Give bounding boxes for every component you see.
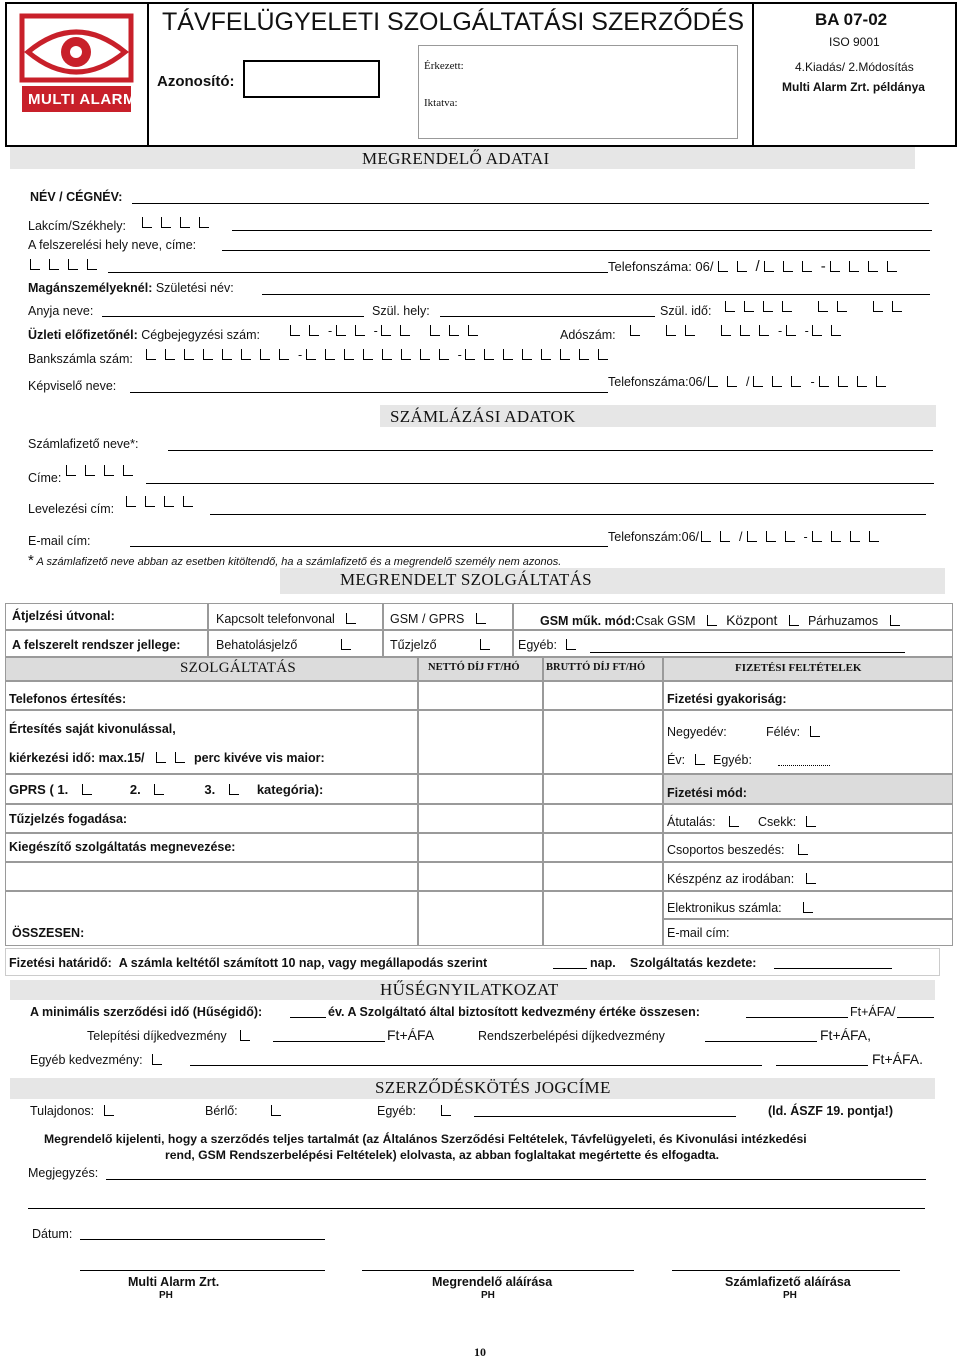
name-label: NÉV / CÉGNÉV: <box>30 190 123 204</box>
transfer-option[interactable] <box>667 815 748 829</box>
stamp-label-3: PH <box>783 1290 797 1301</box>
copy-label: Multi Alarm Zrt. példánya <box>782 80 925 94</box>
owner-label: Tulajdonos: <box>30 1104 95 1118</box>
statement-line-2: rend, GSM Rendszerbelépési Feltételek) elolvasta, az abban foglaltakat megértette és elfogadta. <box>165 1148 720 1162</box>
install-zip-boxes[interactable] <box>30 258 106 272</box>
other-discount-unit: Ft+ÁFA. <box>872 1051 923 1067</box>
row-phone-net[interactable] <box>418 681 543 710</box>
intrusion-option[interactable] <box>216 638 360 652</box>
other-discount-amount[interactable] <box>776 1065 868 1066</box>
rep-phone-dash: - <box>810 375 815 389</box>
gprs-3-label: 3. <box>204 782 216 797</box>
representative-label: Képviselő neve: <box>28 379 117 393</box>
note-text: A számlafizető neve abban az esetben kitöltendő, ha a számlafizető és a megrendelő személy nem azonos. <box>36 556 562 568</box>
response-time-label: kiérkezési idő: max.15/ <box>9 751 145 765</box>
doc-code: BA 07-02 <box>815 10 888 29</box>
system-label: A felszerelt rendszer jellege: <box>12 638 181 652</box>
mother-name-label: Anyja neve: <box>28 304 94 318</box>
legal-other-label: Egyéb: <box>377 1104 416 1118</box>
signature-label-2: Megrendelő aláírása <box>432 1275 553 1289</box>
row-extra-2-net[interactable] <box>418 862 543 891</box>
install-site-field[interactable] <box>222 250 930 251</box>
phone-dash: - <box>820 258 826 275</box>
col-net-label: NETTÓ DÍJ FT/HÓ <box>428 662 520 673</box>
name-field[interactable] <box>132 203 929 204</box>
discount-total-field[interactable] <box>746 1017 848 1018</box>
discount-total-unit: Ft+ÁFA/ <box>850 1005 896 1019</box>
min-term-label: A minimális szerződési idő (Hűségidő): <box>30 1005 263 1019</box>
billing-phone <box>608 530 888 544</box>
install-discount-field[interactable] <box>273 1041 385 1042</box>
business-row <box>28 328 260 342</box>
total-label: ÖSSZESEN: <box>12 926 85 940</box>
signature-line-2[interactable] <box>362 1270 634 1271</box>
gsm-mode <box>540 612 909 628</box>
quarter-option[interactable] <box>667 725 727 739</box>
response-time <box>9 751 325 765</box>
own-patrol-label: Értesítés saját kivonulással, <box>9 722 176 736</box>
tax-no-label: Adószám: <box>560 328 616 342</box>
half-option[interactable] <box>766 725 829 739</box>
mother-name-field[interactable] <box>102 316 364 317</box>
row-gprs-gross[interactable] <box>543 774 663 804</box>
col-gross-label: BRUTTÓ DÍJ FT/HÓ <box>546 662 646 673</box>
fire-option[interactable] <box>390 638 499 652</box>
deadline-row <box>9 956 487 970</box>
filed-label: Iktatva: <box>424 97 458 109</box>
install-address-field[interactable] <box>108 272 608 273</box>
route-option-2[interactable] <box>390 612 495 626</box>
fire-label: Tűzjelző <box>390 638 437 652</box>
min-term-years: év. A Szolgáltató által biztosított kedvezmény értéke összesen: <box>328 1005 700 1019</box>
start-field[interactable] <box>774 968 892 969</box>
phone-notif-label: Telefonos értesítés: <box>9 692 127 706</box>
group-collect-option[interactable] <box>667 843 817 857</box>
bank-account-boxes[interactable]: - - <box>146 348 617 362</box>
row-extra-2-cell[interactable] <box>5 862 418 891</box>
billing-address-field[interactable] <box>146 483 934 484</box>
billing-zip-boxes[interactable] <box>66 464 142 478</box>
gsm-mode-label: GSM műk. mód: <box>540 614 636 628</box>
birth-place-label: Szül. hely: <box>372 304 430 318</box>
e-invoice-label: Elektronikus számla: <box>667 901 782 915</box>
billing-email-label: E-mail cím: <box>28 534 91 548</box>
signature-label-3: Számlafizető aláírása <box>725 1275 851 1289</box>
gprs-tail-label: kategória): <box>256 782 324 797</box>
received-box <box>418 45 738 139</box>
route-option-2-label: GSM / GPRS <box>390 612 465 626</box>
intrusion-label: Behatolásjelző <box>216 638 298 652</box>
row-extra-gross[interactable] <box>543 833 663 862</box>
other-discount-label: Egyéb kedvezmény: <box>30 1053 143 1067</box>
gprs-label: GPRS ( 1. <box>9 782 69 797</box>
route-option-1-label: Kapcsolt telefonvonal <box>216 612 335 626</box>
row-patrol-gross[interactable] <box>543 710 663 774</box>
payer-name-field[interactable] <box>168 450 933 451</box>
legal-other-field[interactable] <box>474 1116 736 1117</box>
legal-other-option[interactable] <box>377 1104 460 1118</box>
deadline-text: A számla keltétől számított 10 nap, vagy megállapodás szerint <box>118 956 488 970</box>
other-freq-option[interactable] <box>713 753 752 767</box>
tenant-option[interactable] <box>205 1104 290 1118</box>
deadline-days-field[interactable] <box>553 968 587 969</box>
gprs-row <box>9 782 323 797</box>
install-discount-box[interactable] <box>240 1030 250 1041</box>
row-total-net[interactable] <box>418 891 543 946</box>
customer-section-title: MEGRENDELŐ ADATAI <box>362 149 550 168</box>
company-reg-label: Cégbejegyzési szám: <box>141 328 261 342</box>
phone-slash: / <box>755 258 760 275</box>
invoice-email-label: E-mail cím: <box>667 926 730 940</box>
id-input[interactable] <box>243 60 380 98</box>
gsm-only-box[interactable] <box>707 615 717 626</box>
loyalty-title: HŰSÉGNYILATKOZAT <box>380 980 559 999</box>
mail-address-field[interactable] <box>210 514 926 515</box>
remarks-label: Megjegyzés: <box>28 1166 99 1180</box>
col-service-label: SZOLGÁLTATÁS <box>180 660 297 676</box>
birth-date-boxes[interactable] <box>725 300 911 314</box>
response-box-1[interactable] <box>156 752 166 763</box>
mail-address-label: Levelezési cím: <box>28 502 115 516</box>
tenant-label: Bérlő: <box>205 1104 238 1118</box>
row-fire-gross[interactable] <box>543 804 663 833</box>
system-other-label: Egyéb: <box>518 638 557 652</box>
private-label: Magánszemélyeknél: <box>28 281 153 295</box>
logo-text: MULTI ALARM <box>28 91 136 108</box>
row-extra-2-gross[interactable] <box>543 862 663 891</box>
central-box[interactable] <box>789 615 799 626</box>
discount-total-tail[interactable] <box>897 1017 934 1018</box>
payer-name-label: Számlafizető neve*: <box>28 437 139 451</box>
other-discount-box[interactable] <box>152 1054 162 1065</box>
row-total-gross[interactable] <box>543 891 663 946</box>
row-fire-net[interactable] <box>418 804 543 833</box>
entry-discount-unit: Ft+ÁFA, <box>820 1027 871 1043</box>
gprs-box-1[interactable] <box>82 784 92 795</box>
edition-label: 4.Kiadás/ 2.Módosítás <box>795 60 914 74</box>
row-gprs-net[interactable] <box>418 774 543 804</box>
cash-option[interactable] <box>667 872 825 886</box>
install-discount-label: Telepítési díjkedvezmény <box>87 1029 227 1043</box>
other-discount <box>30 1053 171 1067</box>
company-reg-boxes[interactable]: - - <box>290 324 487 338</box>
gprs-2-label: 2. <box>129 782 141 797</box>
install-site-label: A felszerelési hely neve, címe: <box>28 238 197 252</box>
signature-line-3[interactable] <box>672 1270 900 1271</box>
gprs-box-2[interactable] <box>154 784 164 795</box>
response-box-2[interactable] <box>175 752 185 763</box>
gsm-only-label: Csak GSM <box>635 614 696 628</box>
service-section-title: MEGRENDELT SZOLGÁLTATÁS <box>340 570 592 589</box>
install-discount-unit: Ft+ÁFA <box>387 1027 435 1043</box>
gprs-box-3[interactable] <box>229 784 239 795</box>
page-title: TÁVFELÜGYELETI SZOLGÁLTATÁSI SZERZŐDÉS <box>162 8 745 36</box>
entry-discount-label: Rendszerbelépési díjkedvezmény <box>478 1029 665 1043</box>
page-number: 10 <box>474 1345 486 1358</box>
signature-label-1: Multi Alarm Zrt. <box>128 1275 220 1289</box>
transfer-label: Átutalás: <box>667 815 716 829</box>
billing-phone-dash: - <box>803 530 808 544</box>
col-terms-label: FIZETÉSI FELTÉTELEK <box>735 662 862 674</box>
phone-prefix: Telefonszáma: 06/ <box>608 259 714 274</box>
parallel-box[interactable] <box>890 615 900 626</box>
remarks-field-2[interactable] <box>28 1208 925 1209</box>
cash-label: Készpénz az irodában: <box>667 872 795 886</box>
e-invoice-option[interactable] <box>667 901 822 915</box>
parallel-label: Párhuzamos <box>807 614 879 628</box>
response-tail-label: perc kivéve vis maior: <box>193 751 325 765</box>
company-logo <box>14 8 139 118</box>
install-discount <box>87 1029 259 1043</box>
billing-address-label: Címe: <box>28 471 62 485</box>
extra-service-label: Kiegészítő szolgáltatás megnevezése: <box>9 840 236 854</box>
birth-name-label: Születési név: <box>155 281 234 295</box>
date-field[interactable] <box>80 1239 325 1240</box>
private-row <box>28 281 234 295</box>
other-freq-field[interactable] <box>778 765 830 766</box>
other-freq-label: Egyéb: <box>713 753 752 767</box>
quarter-label: Negyedév: <box>667 725 727 739</box>
note-star: * <box>28 552 34 569</box>
half-label: Félév: <box>766 725 801 739</box>
signature-line-1[interactable] <box>80 1270 325 1271</box>
received-label: Érkezett: <box>424 60 464 72</box>
route-label: Átjelzési útvonal: <box>12 609 115 623</box>
min-term-field[interactable] <box>290 1017 326 1018</box>
billing-note <box>28 552 561 569</box>
legal-title: SZERZŐDÉSKÖTÉS JOGCÍME <box>375 1078 611 1097</box>
tax-no-boxes[interactable]: - - <box>630 324 850 338</box>
entry-discount-field[interactable] <box>705 1041 817 1042</box>
mail-zip-boxes[interactable] <box>126 495 202 509</box>
system-other[interactable] <box>518 638 576 652</box>
statement-line-1: Megrendelő kijelenti, hogy a szerződés teljes tartalmát (az Általános Szerződési Feltételek, Távfelügyeleti, és Kivonulási intézkedési <box>44 1132 807 1146</box>
row-phone-gross[interactable] <box>543 681 663 710</box>
billing-section-title: SZÁMLÁZÁSI ADATOK <box>390 407 576 426</box>
stamp-label-1: PH <box>159 1290 173 1301</box>
iso-label: ISO 9001 <box>829 35 880 49</box>
stamp-label-2: PH <box>481 1290 495 1301</box>
year-label: Év: <box>667 753 686 767</box>
pay-mode-label: Fizetési mód: <box>667 786 747 800</box>
remarks-field-1[interactable] <box>106 1179 926 1180</box>
group-collect-label: Csoportos beszedés: <box>667 843 785 857</box>
deadline-label: Fizetési határidő: <box>9 956 112 970</box>
row-extra-net[interactable] <box>418 833 543 862</box>
deadline-days: nap. <box>590 956 616 970</box>
birth-date-label: Szül. idő: <box>660 304 712 318</box>
rep-phone-prefix: Telefonszáma:06/ <box>608 375 706 389</box>
start-label: Szolgáltatás kezdete: <box>630 956 757 970</box>
other-discount-field[interactable] <box>190 1065 762 1066</box>
fire-receive-label: Tűzjelzés fogadása: <box>9 812 128 826</box>
rep-phone <box>608 375 895 389</box>
billing-phone-prefix: Telefonszám:06/ <box>608 530 700 544</box>
address-field[interactable] <box>232 230 932 231</box>
pay-frequency-label: Fizetési gyakoriság: <box>667 692 787 706</box>
billing-email-field[interactable] <box>130 546 608 547</box>
birth-name-field[interactable] <box>262 294 930 295</box>
central-label: Központ <box>726 612 778 628</box>
year-option[interactable] <box>667 753 714 767</box>
cheque-label: Csekk: <box>758 815 797 829</box>
billing-phone-slash: / <box>739 530 743 544</box>
owner-option[interactable] <box>30 1104 123 1118</box>
representative-field[interactable] <box>130 392 608 393</box>
address-zip-boxes[interactable] <box>142 216 218 230</box>
route-option-1[interactable] <box>216 612 365 626</box>
birth-place-field[interactable] <box>440 316 655 317</box>
row-patrol-net[interactable] <box>418 710 543 774</box>
install-phone-label <box>608 258 906 275</box>
bank-account-label: Bankszámla szám: <box>28 352 133 366</box>
address-label: Lakcím/Székhely: <box>28 219 126 233</box>
date-label: Dátum: <box>32 1227 73 1241</box>
business-label: Üzleti előfizetőnél: <box>28 328 138 342</box>
system-other-field[interactable] <box>590 652 905 653</box>
id-label: Azonosító: <box>157 73 235 90</box>
rep-phone-slash: / <box>745 375 750 389</box>
cheque-option[interactable] <box>758 815 825 829</box>
aszf-reference: (ld. ÁSZF 19. pontja!) <box>768 1104 893 1118</box>
